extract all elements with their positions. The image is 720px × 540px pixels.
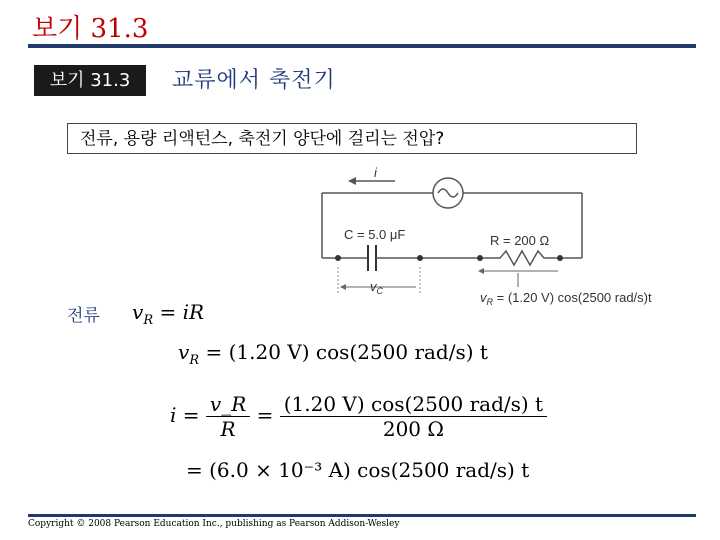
- node-4: [557, 255, 563, 261]
- fraction-voltage-over-resistance: [280, 392, 547, 441]
- node-3: [477, 255, 483, 261]
- title-divider: [28, 44, 696, 48]
- node-2: [417, 255, 423, 261]
- sine-wave-icon: [438, 189, 458, 197]
- capacitor-label: C = 5.0 μF: [344, 227, 406, 242]
- vc-label: $v_C$: [370, 279, 383, 296]
- fraction-right-numerator: (1.20 V) cos(2500 rad/s) t: [280, 392, 547, 417]
- current-arrow-head: [348, 177, 356, 185]
- equation-current-result: = (6.0 × 10⁻³ A) cos(2500 rad/s) t: [186, 458, 530, 482]
- example-tag: 보기 31.3: [34, 65, 146, 96]
- vr-arrow-head: [478, 268, 484, 274]
- equation-vr: $v_R = (1.20$ V) cos(2500 rad/s) t: [178, 340, 488, 368]
- fraction-vr-over-r: [206, 392, 250, 441]
- equation-vr-rhs: = (1.20 V) cos(2500 rad/s) t: [205, 340, 488, 364]
- vr-equation: $v_R = (1.20$ V) cos(2500 rad/s)t: [480, 290, 652, 307]
- section-heading: 교류에서 축전기: [172, 68, 336, 93]
- fraction-left-denominator: R: [220, 417, 236, 441]
- fraction-left-numerator: v_R: [209, 392, 247, 416]
- copyright-text: Copyright © 2008 Pearson Education Inc., publishing as Pearson Addison-Wesley: [28, 519, 400, 529]
- node-1: [335, 255, 341, 261]
- question-text: 전류, 용량 리액턴스, 축전기 양단에 걸리는 전압?: [80, 129, 445, 149]
- equation-current-fraction: i = $\frac{v\_R}{R}$ = $\frac{\text{(1.20 V) cos(2500 rad/s) t}}{200 \Omega}$: [170, 392, 547, 441]
- fraction-right-denominator: 200 Ω: [382, 417, 444, 441]
- vc-arrow-head: [340, 284, 346, 290]
- slide-title: 보기 31.3: [32, 14, 149, 44]
- current-label: 전류: [67, 306, 100, 326]
- resistor-icon: [480, 251, 582, 265]
- equation-ohm: $v_R$ = iR: [132, 300, 205, 328]
- current-symbol: i: [374, 165, 377, 180]
- circuit-diagram: [310, 165, 700, 310]
- resistor-label: R = 200 Ω: [490, 233, 550, 248]
- footer-divider: [28, 514, 696, 517]
- question-box: [67, 123, 637, 154]
